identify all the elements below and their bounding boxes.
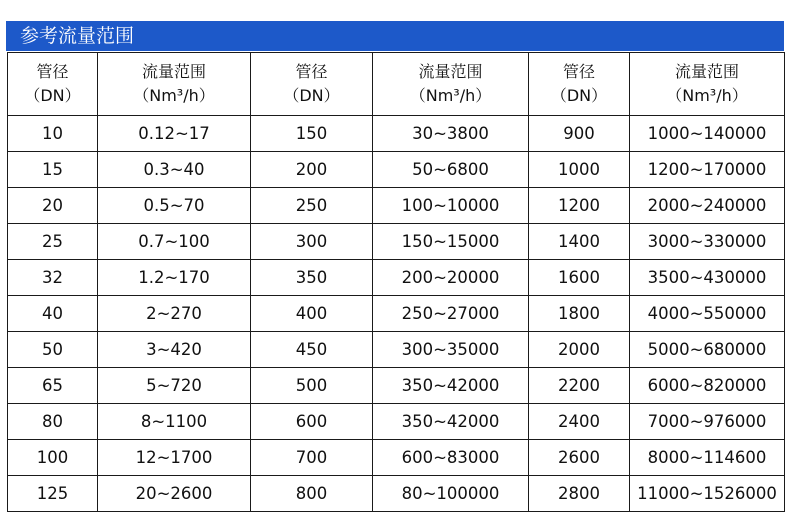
header-flow-range xyxy=(373,53,529,116)
flow-range-cell: 600~83000 xyxy=(373,440,529,476)
flow-range-cell: 80~100000 xyxy=(373,476,529,512)
flow-range-cell: 350~42000 xyxy=(373,404,529,440)
flow-range-cell: 20~2600 xyxy=(98,476,251,512)
header-flow-range-label: 流量范围 xyxy=(418,62,483,81)
dn-cell: 2400 xyxy=(529,404,630,440)
dn-cell: 125 xyxy=(8,476,98,512)
dn-cell: 350 xyxy=(251,260,373,296)
header-dn-label: 管径 xyxy=(295,62,328,81)
table-row xyxy=(8,404,785,440)
dn-cell: 1400 xyxy=(529,224,630,260)
header-dn-label: 管径 xyxy=(36,62,69,81)
header-flow-range-label: 流量范围 xyxy=(674,62,739,81)
flow-range-cell: 30~3800 xyxy=(373,116,529,152)
flow-range-cell: 0.12~17 xyxy=(98,116,251,152)
flow-range-cell: 1.2~170 xyxy=(98,260,251,296)
flow-range-table xyxy=(7,52,785,512)
flow-range-cell: 150~15000 xyxy=(373,224,529,260)
flow-range-cell: 1200~170000 xyxy=(630,152,785,188)
flow-range-cell: 3500~430000 xyxy=(630,260,785,296)
dn-cell: 250 xyxy=(251,188,373,224)
dn-cell: 40 xyxy=(8,296,98,332)
dn-cell: 2200 xyxy=(529,368,630,404)
dn-cell: 1600 xyxy=(529,260,630,296)
dn-cell: 2600 xyxy=(529,440,630,476)
header-dn-unit: （DN） xyxy=(24,86,81,105)
flow-range-cell: 8000~114600 xyxy=(630,440,785,476)
table-row xyxy=(8,152,785,188)
table-row xyxy=(8,188,785,224)
flow-range-cell: 0.3~40 xyxy=(98,152,251,188)
flow-range-cell: 0.5~70 xyxy=(98,188,251,224)
dn-cell: 80 xyxy=(8,404,98,440)
flow-range-cell: 1000~140000 xyxy=(630,116,785,152)
header-flow-range xyxy=(98,53,251,116)
dn-cell: 400 xyxy=(251,296,373,332)
table-row xyxy=(8,368,785,404)
header-flow-range xyxy=(630,53,785,116)
dn-cell: 150 xyxy=(251,116,373,152)
flow-range-cell: 2000~240000 xyxy=(630,188,785,224)
table-row xyxy=(8,260,785,296)
flow-range-cell: 0.7~100 xyxy=(98,224,251,260)
dn-cell: 300 xyxy=(251,224,373,260)
table-title: 参考流量范围 xyxy=(6,21,784,51)
flow-range-cell: 200~20000 xyxy=(373,260,529,296)
dn-cell: 700 xyxy=(251,440,373,476)
flow-range-cell: 11000~1526000 xyxy=(630,476,785,512)
header-dn-unit: （DN） xyxy=(283,86,340,105)
table-row xyxy=(8,440,785,476)
dn-cell: 500 xyxy=(251,368,373,404)
flow-range-cell: 6000~820000 xyxy=(630,368,785,404)
header-dn-unit: （DN） xyxy=(550,86,608,105)
flow-range-cell: 8~1100 xyxy=(98,404,251,440)
header-flow-range-unit: （Nm³/h） xyxy=(409,86,492,105)
flow-range-cell: 100~10000 xyxy=(373,188,529,224)
dn-cell: 100 xyxy=(8,440,98,476)
table-body xyxy=(8,116,785,512)
dn-cell: 10 xyxy=(8,116,98,152)
dn-cell: 32 xyxy=(8,260,98,296)
flow-range-cell: 300~35000 xyxy=(373,332,529,368)
dn-cell: 25 xyxy=(8,224,98,260)
header-flow-range-unit: （Nm³/h） xyxy=(133,86,215,105)
dn-cell: 50 xyxy=(8,332,98,368)
dn-cell: 200 xyxy=(251,152,373,188)
flow-range-cell: 12~1700 xyxy=(98,440,251,476)
dn-cell: 15 xyxy=(8,152,98,188)
dn-cell: 20 xyxy=(8,188,98,224)
flow-range-cell: 5000~680000 xyxy=(630,332,785,368)
dn-cell: 1200 xyxy=(529,188,630,224)
flow-range-cell: 4000~550000 xyxy=(630,296,785,332)
flow-range-cell: 50~6800 xyxy=(373,152,529,188)
dn-cell: 900 xyxy=(529,116,630,152)
dn-cell: 600 xyxy=(251,404,373,440)
header-flow-range-label: 流量范围 xyxy=(141,62,206,81)
dn-cell: 2800 xyxy=(529,476,630,512)
header-dn xyxy=(529,53,630,116)
flow-range-cell: 3000~330000 xyxy=(630,224,785,260)
dn-cell: 1000 xyxy=(529,152,630,188)
table-row xyxy=(8,116,785,152)
table-row xyxy=(8,332,785,368)
flow-range-cell: 250~27000 xyxy=(373,296,529,332)
dn-cell: 1800 xyxy=(529,296,630,332)
table-row xyxy=(8,476,785,512)
flow-range-cell: 5~720 xyxy=(98,368,251,404)
header-dn xyxy=(8,53,98,116)
flow-range-cell: 350~42000 xyxy=(373,368,529,404)
header-dn xyxy=(251,53,373,116)
table-row xyxy=(8,224,785,260)
dn-cell: 800 xyxy=(251,476,373,512)
table-header-row xyxy=(8,53,785,116)
header-flow-range-unit: （Nm³/h） xyxy=(666,86,748,105)
header-dn-label: 管径 xyxy=(562,62,595,81)
dn-cell: 65 xyxy=(8,368,98,404)
dn-cell: 2000 xyxy=(529,332,630,368)
flow-range-cell: 3~420 xyxy=(98,332,251,368)
flow-range-cell: 2~270 xyxy=(98,296,251,332)
dn-cell: 450 xyxy=(251,332,373,368)
table-row xyxy=(8,296,785,332)
flow-range-cell: 7000~976000 xyxy=(630,404,785,440)
